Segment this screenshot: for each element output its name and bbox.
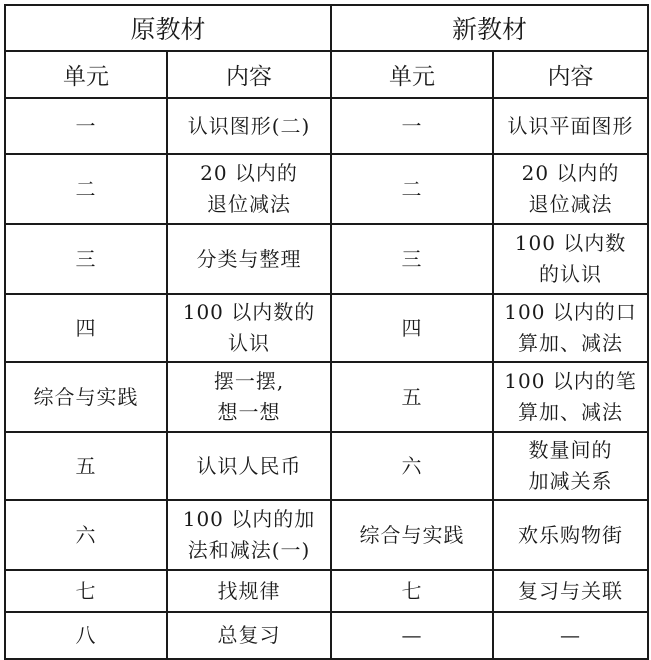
header-row <box>5 5 648 51</box>
new-unit-cell: 三 <box>331 224 493 294</box>
old-unit-cell: 五 <box>5 432 167 500</box>
new-unit-header: 单元 <box>331 51 493 98</box>
content-line: 退位减法 <box>528 192 613 216</box>
content-line: 算加、减法 <box>518 331 624 355</box>
content-line: 总复习 <box>217 623 281 647</box>
old-unit-header: 单元 <box>5 51 167 98</box>
content-line: 的认识 <box>539 262 603 286</box>
new-textbook-header: 新教材 <box>331 5 648 51</box>
table-row <box>5 294 648 362</box>
content-line: 欢乐购物街 <box>518 522 624 547</box>
new-content-cell <box>493 294 648 362</box>
content-line: 退位减法 <box>207 192 291 216</box>
new-unit-cell: 五 <box>331 362 493 432</box>
new-content-cell <box>493 500 648 570</box>
new-content-cell <box>493 432 648 500</box>
old-content-cell <box>167 500 331 570</box>
old-unit-cell: 七 <box>5 570 167 612</box>
old-unit-cell: 六 <box>5 500 167 570</box>
content-line: 100 以内数 <box>514 231 627 255</box>
old-textbook-header: 原教材 <box>5 5 331 51</box>
new-unit-cell: — <box>331 612 493 659</box>
new-content-cell <box>493 362 648 432</box>
old-content-cell <box>167 362 331 432</box>
old-content-cell <box>167 154 331 224</box>
content-line: — <box>560 623 582 647</box>
content-line: 想一想 <box>217 400 281 424</box>
new-content-cell <box>493 570 648 612</box>
content-line: 100 以内的加 <box>182 507 316 531</box>
new-content-cell <box>493 612 648 659</box>
new-unit-cell: 四 <box>331 294 493 362</box>
old-unit-cell: 二 <box>5 154 167 224</box>
new-unit-cell: 六 <box>331 432 493 500</box>
old-content-cell <box>167 432 331 500</box>
content-line: 认识人民币 <box>196 453 302 478</box>
content-line: 认识 <box>228 331 270 355</box>
content-line: 法和减法(一) <box>187 538 311 562</box>
old-content-cell <box>167 570 331 612</box>
new-content-cell <box>493 224 648 294</box>
new-content-header: 内容 <box>493 51 648 98</box>
table-row <box>5 570 648 612</box>
content-line: 加减关系 <box>528 469 613 493</box>
new-unit-cell: 二 <box>331 154 493 224</box>
content-line: 算加、减法 <box>518 400 624 424</box>
table-body <box>5 98 648 659</box>
table-row <box>5 500 648 570</box>
content-line: 20 以内的 <box>200 161 298 185</box>
new-unit-cell: 综合与实践 <box>331 500 493 570</box>
content-line: 找规律 <box>217 578 281 603</box>
table-row <box>5 154 648 224</box>
table-row <box>5 98 648 154</box>
content-line: 100 以内的口 <box>504 300 637 324</box>
content-line: 分类与整理 <box>196 246 302 271</box>
curriculum-comparison-table <box>4 4 649 660</box>
content-line: 认识平面图形 <box>507 113 634 138</box>
old-unit-cell: 三 <box>5 224 167 294</box>
content-line: 100 以内的笔 <box>504 369 637 393</box>
old-content-cell <box>167 224 331 294</box>
table-row <box>5 362 648 432</box>
old-unit-cell: 一 <box>5 98 167 154</box>
old-content-header: 内容 <box>167 51 331 98</box>
old-unit-cell: 八 <box>5 612 167 659</box>
old-content-cell <box>167 98 331 154</box>
new-content-cell <box>493 98 648 154</box>
new-content-cell <box>493 154 648 224</box>
table-row <box>5 612 648 659</box>
content-line: 100 以内数的 <box>182 300 316 324</box>
new-unit-cell: 七 <box>331 570 493 612</box>
content-line: 摆一摆, <box>213 369 285 393</box>
content-line: 20 以内的 <box>521 161 620 185</box>
old-content-cell <box>167 294 331 362</box>
content-line: 数量间的 <box>528 438 613 462</box>
new-unit-cell: 一 <box>331 98 493 154</box>
table-row <box>5 224 648 294</box>
content-line: 认识图形(二) <box>187 113 311 138</box>
table-row <box>5 432 648 500</box>
subheader-row <box>5 51 648 98</box>
old-content-cell <box>167 612 331 659</box>
old-unit-cell: 综合与实践 <box>5 362 167 432</box>
old-unit-cell: 四 <box>5 294 167 362</box>
content-line: 复习与关联 <box>518 578 624 603</box>
